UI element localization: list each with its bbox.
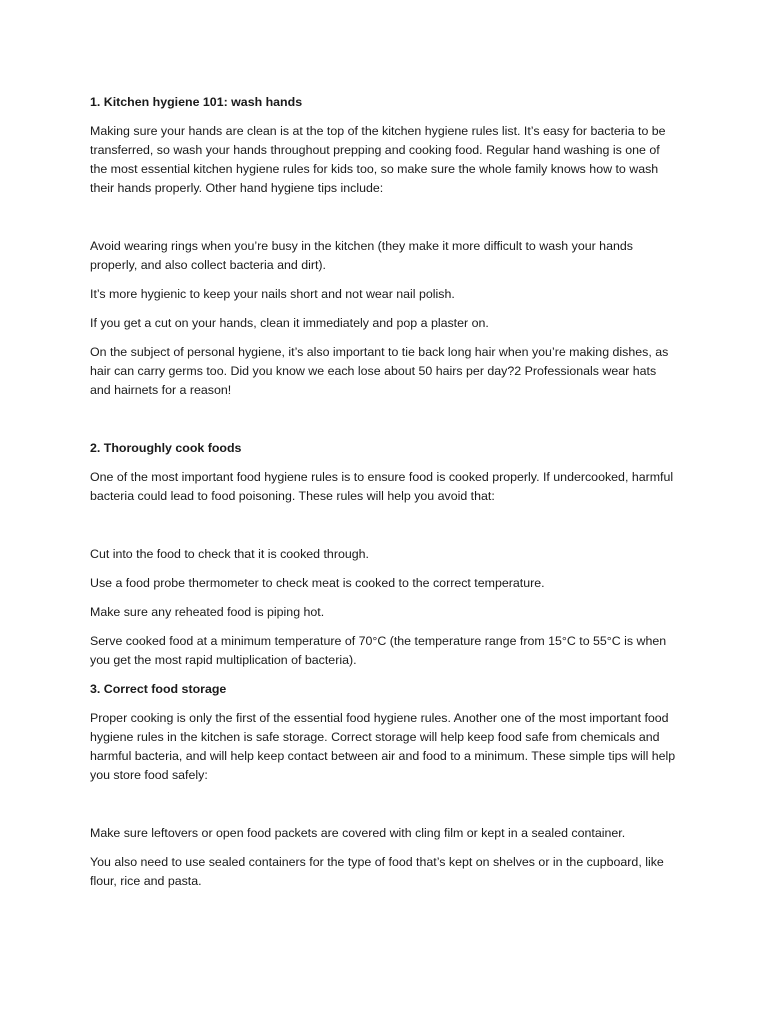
paragraph-gap	[90, 516, 680, 545]
tip-paragraph: Use a food probe thermometer to check meat is cooked to the correct temperature.	[90, 576, 545, 590]
paragraph-gap	[90, 410, 680, 439]
tip-paragraph: If you get a cut on your hands, clean it immediately and pop a plaster on.	[90, 316, 489, 330]
document-body	[90, 93, 680, 901]
section-intro-cook-foods: One of the most important food hygiene rules is to ensure food is cooked properly. If undercooked, harmful bacteria could lead to food poisoning. These rules will help you avoid that:	[90, 470, 674, 503]
tip-paragraph: Cut into the food to check that it is cooked through.	[90, 547, 369, 561]
section-heading-cook-foods: 2. Thoroughly cook foods	[90, 441, 242, 455]
section-intro-wash-hands: Making sure your hands are clean is at the top of the kitchen hygiene rules list. It’s easy for bacteria to be transferred, so wash your hands throughout prepping and cooking food. Regular hand washing is one of the most essential kitchen hygiene rules for kids too, so make sure the whole family knows how to wash their hands properly. Other hand hygiene tips include:	[90, 124, 666, 195]
tip-paragraph: Make sure leftovers or open food packets are covered with cling film or kept in a sealed container.	[90, 826, 626, 840]
paragraph-gap	[90, 795, 680, 824]
tip-paragraph: Avoid wearing rings when you’re busy in the kitchen (they make it more difficult to wash your hands properly, and also collect bacteria and dirt).	[90, 239, 633, 272]
tip-paragraph: Make sure any reheated food is piping hot.	[90, 605, 325, 619]
tip-paragraph: You also need to use sealed containers for the type of food that’s kept on shelves or in the cupboard, like flour, rice and pasta.	[90, 855, 664, 888]
section-heading-wash-hands: 1. Kitchen hygiene 101: wash hands	[90, 95, 303, 109]
tip-paragraph: It’s more hygienic to keep your nails short and not wear nail polish.	[90, 287, 455, 301]
paragraph-gap	[90, 208, 680, 237]
section-intro-food-storage: Proper cooking is only the first of the essential food hygiene rules. Another one of the most important food hygiene rules in the kitchen is safe storage. Correct storage will help keep food safe from chemicals and harmful bacteria, and will help keep contact between air and food to a minimum. These simple tips will help you store food safely:	[90, 711, 676, 782]
section-heading-food-storage: 3. Correct food storage	[90, 682, 227, 696]
tip-paragraph: Serve cooked food at a minimum temperature of 70°C (the temperature range from 15°C to 55°C is when you get the most rapid multiplication of bacteria).	[90, 634, 667, 667]
tip-paragraph: On the subject of personal hygiene, it’s also important to tie back long hair when you’re making dishes, as hair can carry germs too. Did you know we each lose about 50 hairs per day?2 Professionals wear hats and hairnets for a reason!	[90, 345, 669, 397]
